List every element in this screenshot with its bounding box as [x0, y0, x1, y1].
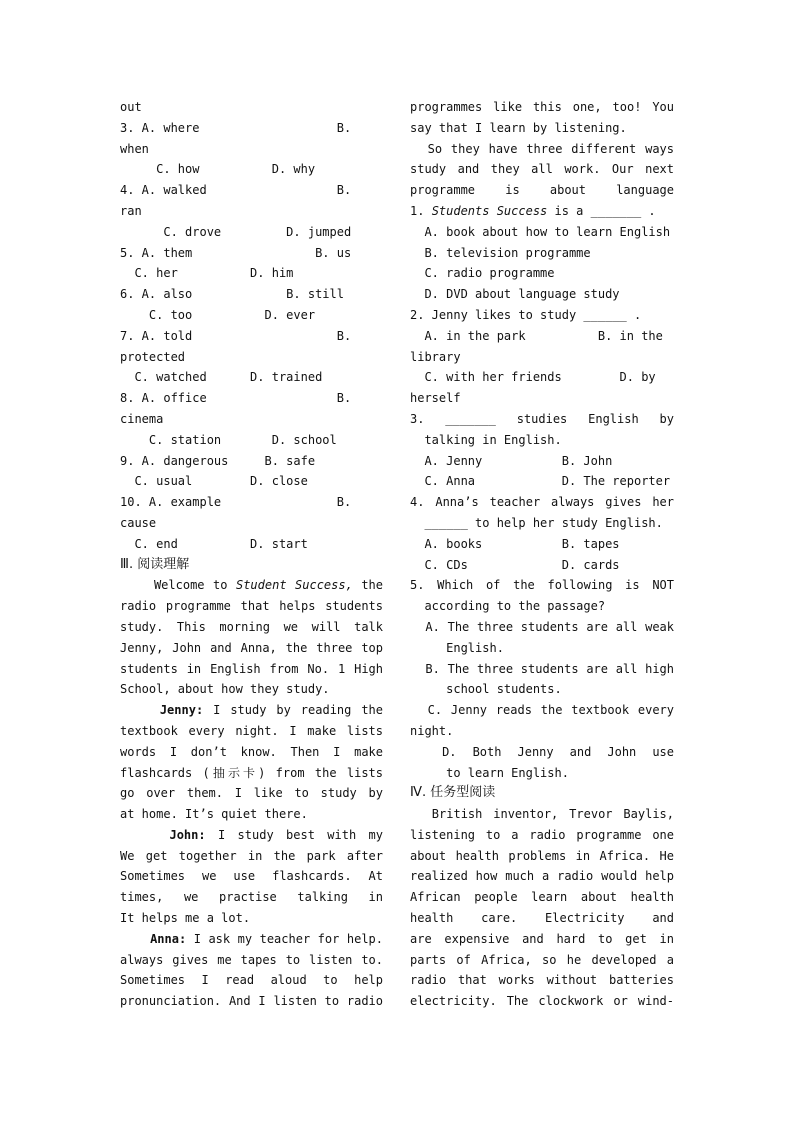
text-line: A. Jenny B. John: [410, 453, 613, 468]
text-line: Welcome to Student Success, the: [120, 578, 383, 593]
text-line: school students.: [410, 682, 562, 697]
text-line: 5. Which of the following is NOT: [410, 578, 674, 593]
text-line: C. how D. why: [120, 162, 316, 177]
text-line: are expensive and hard to get in: [410, 931, 674, 946]
text-line: say that I learn by listening.: [410, 120, 627, 135]
text-line: library: [410, 349, 461, 364]
text-line: 9. A. dangerous B. safe: [120, 453, 316, 468]
text-line: C. Anna D. The reporter: [410, 474, 671, 489]
text-line: It helps me a lot.: [120, 911, 251, 926]
text-line: 4. A. walked B.: [120, 183, 352, 198]
text-line: protected: [120, 349, 186, 364]
text-line: A. in the park B. in the: [410, 328, 663, 343]
text-line: British inventor, Trevor Baylis,: [431, 807, 674, 822]
text-line: African people learn about health: [410, 890, 674, 905]
text-line: listening to a radio programme one: [410, 827, 674, 842]
text-line: B. television programme: [410, 245, 591, 260]
text-line: 3. A. where B.: [120, 120, 352, 135]
text-line: C. with her friends D. by: [410, 370, 656, 385]
text-line: 2. Jenny likes to study ______ .: [410, 307, 642, 322]
text-line: to learn English.: [410, 765, 569, 780]
text-line: So they have three different ways: [427, 141, 674, 156]
text-line: night.: [410, 723, 454, 738]
text-line: 10. A. example B.: [120, 495, 352, 510]
text-line: We get together in the park after: [120, 848, 383, 863]
text-line: when: [120, 141, 149, 156]
text-line: A. book about how to learn English: [410, 224, 671, 239]
text-line: textbook every night. I make lists: [120, 723, 383, 738]
text-line: Sometimes I read aloud to help: [120, 973, 383, 988]
text-line: C. Jenny reads the textbook every: [410, 703, 674, 718]
text-line: C. usual D. close: [120, 474, 308, 489]
section-heading: Ⅳ. 任务型阅读: [410, 785, 496, 801]
text-line: C. station D. school: [120, 432, 337, 447]
text-line: C. CDs D. cards: [410, 557, 620, 572]
text-line: study. This morning we will talk: [120, 619, 383, 634]
text-line: B. The three students are all high: [410, 661, 674, 676]
left-column: [120, 97, 383, 1012]
text-line: C. end D. start: [120, 536, 308, 551]
text-line: C. her D. him: [120, 266, 294, 281]
text-line: according to the passage?: [410, 599, 606, 614]
text-line: A. The three students are all weak: [425, 619, 674, 634]
text-line: always gives me tapes to listen to.: [120, 952, 383, 967]
text-line: 7. A. told B.: [120, 328, 352, 343]
text-line: 8. A. office B.: [120, 391, 352, 406]
text-line: radio programme that helps students: [120, 599, 383, 614]
text-line: at home. It’s quiet there.: [120, 807, 308, 822]
text-line: times, we practise talking in: [120, 890, 383, 905]
text-line: ran: [120, 203, 142, 218]
text-line: D. Both Jenny and John use: [442, 744, 674, 759]
section-heading: Ⅲ. 阅读理解: [120, 556, 190, 572]
text-line: Sometimes we use flashcards. At: [120, 869, 383, 884]
text-line: cause: [120, 515, 157, 530]
text-line: herself: [410, 391, 461, 406]
text-line: English.: [410, 640, 504, 655]
text-line: study and they all work. Our next: [410, 162, 674, 177]
text-line: ______ to help her study English.: [410, 515, 663, 530]
text-line: 4. Anna’s teacher always gives her: [410, 495, 674, 510]
text-line: 3. _______ studies English by: [410, 411, 674, 426]
text-line: programme is about language: [410, 183, 674, 198]
text-line: pronunciation. And I listen to radio: [120, 994, 383, 1009]
text-line: John: I study best with my: [169, 827, 383, 842]
right-column: [410, 97, 674, 1012]
text-line: A. books B. tapes: [410, 536, 620, 551]
text-line: Jenny, John and Anna, the three top: [120, 640, 383, 655]
text-line: radio that works without batteries: [410, 973, 674, 988]
text-line: talking in English.: [410, 432, 562, 447]
text-line: words I don’t know. Then I make: [120, 744, 383, 759]
text-line: students in English from No. 1 High: [120, 661, 383, 676]
text-line: 1. Students Success is a _______ .: [410, 203, 656, 218]
text-line: about health problems in Africa. He: [410, 848, 674, 863]
text-line: parts of Africa, so he developed a: [410, 952, 674, 967]
text-line: out: [120, 100, 142, 114]
text-line: go over them. I like to study by: [120, 786, 383, 801]
text-line: C. watched D. trained: [120, 370, 323, 385]
text-line: flashcards (抽示卡) from the lists: [120, 765, 383, 780]
text-line: cinema: [120, 411, 164, 426]
text-line: electricity. The clockwork or wind-: [410, 994, 674, 1009]
text-line: D. DVD about language study: [410, 287, 620, 302]
text-line: health care. Electricity and: [410, 911, 674, 926]
text-line: 5. A. them B. us: [120, 245, 352, 260]
text-line: Jenny: I study by reading the: [159, 703, 383, 718]
text-line: 6. A. also B. still: [120, 287, 344, 302]
text-line: Anna: I ask my teacher for help.: [150, 931, 383, 946]
text-line: C. too D. ever: [120, 307, 316, 322]
text-line: C. drove D. jumped: [120, 224, 352, 239]
text-line: realized how much a radio would help: [410, 869, 674, 884]
text-line: School, about how they study.: [120, 682, 330, 697]
text-line: programmes like this one, too! You: [410, 100, 674, 114]
text-line: C. radio programme: [410, 266, 555, 281]
